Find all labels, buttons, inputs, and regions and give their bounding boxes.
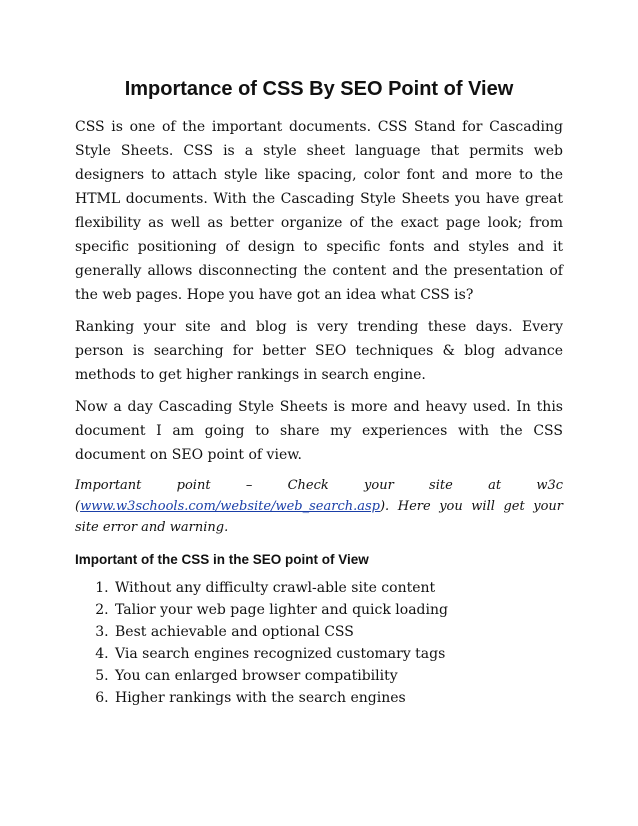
section-subheading: Important of the CSS in the SEO point of View	[75, 552, 369, 567]
document-page	[75, 78, 563, 709]
benefits-list	[75, 577, 563, 709]
ranking-paragraph: Ranking your site and blog is very trending these days. Every person is searching for better SEO techniques & blog advance methods to get higher rankings in search engine.	[75, 319, 563, 383]
list-item: 5. You can enlarged browser compatibility	[113, 665, 563, 687]
note-prefix: Important point – Check your site at w3c (	[75, 478, 563, 514]
page-title: Importance of CSS By SEO Point of View	[124, 78, 514, 100]
list-item: 2. Talior your web page lighter and quick loading	[113, 599, 563, 621]
intro-paragraph: CSS is one of the important documents. CSS Stand for Cascading Style Sheets. CSS is a style sheet language that permits web designers to attach style like spacing, color font and more to the HTML documents. With the Cascading Style Sheets you have great flexibility as well as better organize of the exact page look; from specific positioning of design to specific fonts and styles and it generally allows disconnecting the content and the presentation of the web pages. Hope you have got an idea what CSS is?	[75, 119, 563, 303]
note-suffix: ). Here you will get your site error and warning.	[75, 499, 563, 535]
list-item: 1. Without any difficulty crawl-able site content	[113, 577, 563, 599]
list-item: 4. Via search engines recognized customary tags	[113, 643, 563, 665]
w3schools-link[interactable]: www.w3schools.com/website/web_search.asp	[80, 499, 380, 514]
important-note	[75, 475, 563, 538]
usage-paragraph: Now a day Cascading Style Sheets is more and heavy used. In this document I am going to share my experiences with the CSS document on SEO point of view.	[75, 399, 563, 463]
list-item: 6. Higher rankings with the search engines	[113, 687, 563, 709]
list-item: 3. Best achievable and optional CSS	[113, 621, 563, 643]
